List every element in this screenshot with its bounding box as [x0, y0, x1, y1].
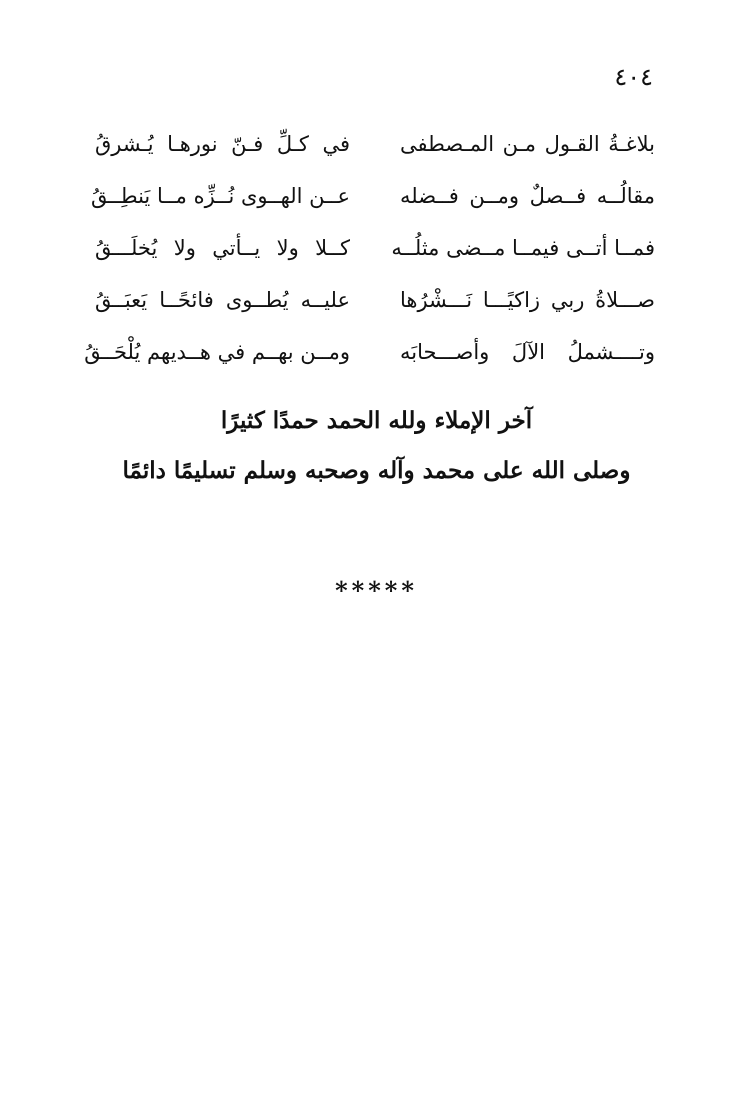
poem — [84, 118, 655, 378]
verse-first-hemistich: فمــا أتــى فيمــا مــضى مثلُــه — [391, 236, 655, 260]
verse — [84, 326, 655, 378]
verse — [91, 170, 655, 222]
verse-second-hemistich: كــلا ولا يــأتي ولا يُخلَـــقُ — [95, 236, 350, 260]
asterisk-divider: ***** — [335, 576, 418, 605]
closing-line-1: آخر الإملاء ولله الحمد حمدًا كثيرًا — [220, 407, 533, 434]
page-number: ٤٠٤ — [614, 63, 653, 91]
verse-second-hemistich: عــن الهــوى نُــزِّه مــا يَنطِــقُ — [91, 184, 350, 208]
verse-first-hemistich: بلاغـةُ القـول مـن المـصطفى — [400, 132, 655, 156]
verse-second-hemistich: عليــه يُطــوى فائحًــا يَعبَــقُ — [95, 288, 350, 312]
verse — [95, 274, 655, 326]
closing-dedication — [0, 396, 753, 496]
verse-first-hemistich: وتــــشملُ الآلَ وأصـــحابَه — [400, 340, 655, 364]
verse — [95, 222, 655, 274]
verse-first-hemistich: صـــلاةُ ربي زاكيًـــا نَـــشْرُها — [400, 288, 655, 312]
verse-second-hemistich: في كـلِّ فـنّ نورهـا يُـشرقُ — [95, 132, 350, 156]
closing-line-2: وصلى الله على محمد وآله وصحبه وسلم تسليمًا دائمًا — [122, 457, 631, 484]
verse-first-hemistich: مقالُــه فــصلٌ ومــن فــضله — [400, 184, 655, 208]
verse — [95, 118, 655, 170]
verse-second-hemistich: ومــن بهــم في هــديهم يُلْحَــقُ — [84, 340, 350, 364]
